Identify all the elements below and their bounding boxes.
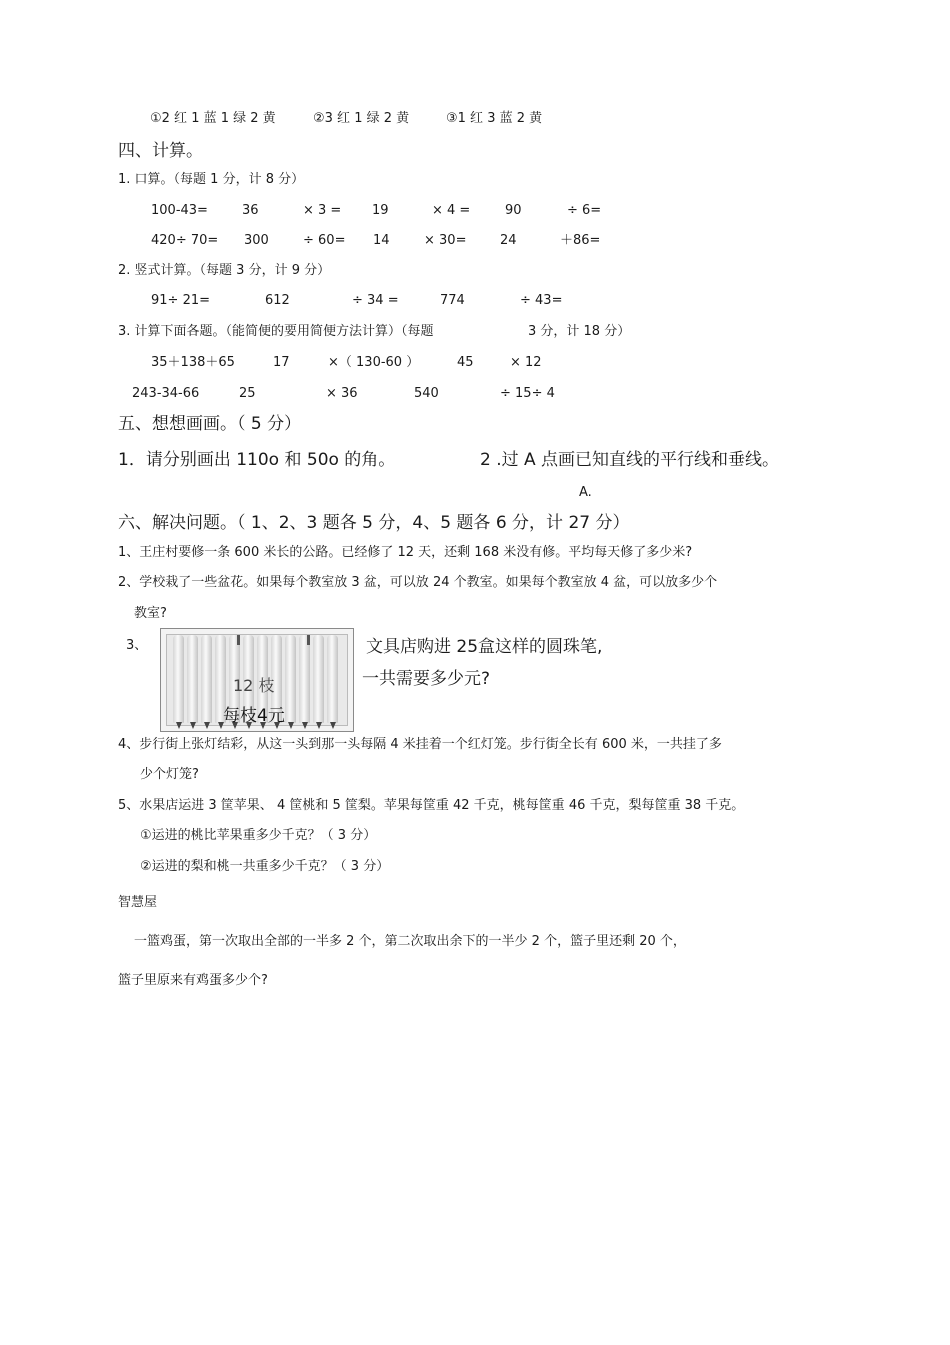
s4-question-1: 1. 口算。（每题 1 分，计 8 分） bbox=[118, 172, 305, 187]
pen-clip-icon bbox=[307, 635, 310, 645]
option-3: ③1 红 3 蓝 2 黄 bbox=[446, 111, 543, 126]
pen-price-label: 每枝4元 bbox=[223, 706, 285, 726]
s4-question-3: 3. 计算下面各题。（能简便的要用简便方法计算）（每题 bbox=[118, 324, 434, 339]
s4-question-3-points: 3 分，计 18 分） bbox=[528, 324, 631, 339]
expr-9: 540 bbox=[414, 386, 439, 401]
s5-question-2: 2 .过 A 点画已知直线的平行线和垂线。 bbox=[480, 450, 780, 470]
expr-8: × 36 bbox=[326, 386, 358, 401]
calc-2-1: 420÷ 70= bbox=[151, 233, 219, 248]
calc-1-7: ÷ 6= bbox=[567, 203, 602, 218]
calc-2-7: ＋86= bbox=[560, 233, 601, 248]
problem-5-part-a: ①运进的桃比苹果重多少千克？（ 3 分） bbox=[140, 828, 377, 843]
expr-4: 45 bbox=[457, 355, 474, 370]
pen-icon bbox=[285, 635, 296, 723]
expr-5: × 12 bbox=[510, 355, 542, 370]
expr-7: 25 bbox=[239, 386, 256, 401]
calc-1-6: 90 bbox=[505, 203, 522, 218]
section-5-title: 五、想想画画。（ 5 分） bbox=[118, 414, 302, 434]
expr-1: 35＋138＋65 bbox=[151, 355, 235, 370]
problem-4-cont: 少个灯笼? bbox=[140, 767, 199, 782]
vertical-2: 612 bbox=[265, 293, 290, 308]
problem-5: 5、水果店运进 3 筐苹果、 4 筐桃和 5 筐梨。苹果每筐重 42 千克，桃每筐重 46 千克，梨每筐重 38 千克。 bbox=[118, 798, 745, 813]
problem-3-number: 3、 bbox=[126, 638, 148, 653]
problem-5-part-b: ②运进的梨和桃一共重多少千克？（ 3 分） bbox=[140, 859, 390, 874]
pen-clip-icon bbox=[237, 635, 240, 645]
vertical-5: ÷ 43= bbox=[520, 293, 563, 308]
bonus-line-1: 一篮鸡蛋，第一次取出全部的一半多 2 个，第二次取出余下的一半少 2 个，篮子里还剩 20 个， bbox=[134, 934, 686, 949]
expr-2: 17 bbox=[273, 355, 290, 370]
calc-2-3: ÷ 60= bbox=[303, 233, 346, 248]
bonus-title: 智慧屋 bbox=[118, 895, 158, 910]
section-6-title: 六、解决问题。（ 1、2、3 题各 5 分，4、5 题各 6 分，计 27 分） bbox=[118, 513, 630, 533]
vertical-1: 91÷ 21= bbox=[151, 293, 211, 308]
calc-1-4: 19 bbox=[372, 203, 389, 218]
expr-6: 243-34-66 bbox=[132, 386, 200, 401]
problem-1: 1、王庄村要修一条 600 米长的公路。已经修了 12 天，还剩 168 米没有修。平均每天修了多少米? bbox=[118, 545, 693, 560]
pen-count-label: 12 枝 bbox=[233, 676, 275, 695]
vertical-4: 774 bbox=[440, 293, 465, 308]
calc-2-5: × 30= bbox=[424, 233, 467, 248]
calc-2-4: 14 bbox=[373, 233, 390, 248]
pen-icon bbox=[327, 635, 338, 723]
bonus-line-2: 篮子里原来有鸡蛋多少个? bbox=[118, 973, 268, 988]
calc-2-2: 300 bbox=[244, 233, 269, 248]
point-a-label: A. bbox=[579, 485, 592, 500]
s5-question-1: 1．请分别画出 110o 和 50o 的角。 bbox=[118, 450, 396, 470]
pen-icon bbox=[173, 635, 184, 723]
expr-3: ×（ 130-60 ） bbox=[328, 355, 420, 370]
pen-icon bbox=[201, 635, 212, 723]
option-2: ②3 红 1 绿 2 黄 bbox=[313, 111, 410, 126]
calc-1-3: × 3 = bbox=[303, 203, 342, 218]
problem-4: 4、步行街上张灯结彩，从这一头到那一头每隔 4 米挂着一个红灯笼。步行街全长有 600 米，一共挂了多 bbox=[118, 737, 722, 752]
problem-3-line-1: 文具店购进 25盒这样的圆珠笔, bbox=[366, 637, 603, 657]
calc-1-5: × 4 = bbox=[432, 203, 471, 218]
s4-question-2: 2. 竖式计算。（每题 3 分，计 9 分） bbox=[118, 263, 331, 278]
calc-1-1: 100-43= bbox=[151, 203, 208, 218]
problem-3-line-2: 一共需要多少元? bbox=[362, 669, 491, 689]
pen-icon bbox=[187, 635, 198, 723]
pen-icon bbox=[313, 635, 324, 723]
problem-2-cont: 教室? bbox=[134, 606, 167, 621]
calc-2-6: 24 bbox=[500, 233, 517, 248]
expr-10: ÷ 15÷ 4 bbox=[500, 386, 555, 401]
pen-icon bbox=[299, 635, 310, 723]
pen-box-illustration bbox=[160, 628, 354, 732]
calc-1-2: 36 bbox=[242, 203, 259, 218]
section-4-title: 四、计算。 bbox=[118, 141, 203, 161]
vertical-3: ÷ 34 = bbox=[352, 293, 399, 308]
problem-2: 2、学校栽了一些盆花。如果每个教室放 3 盆，可以放 24 个教室。如果每个教室放 4 盆，可以放多少个 bbox=[118, 575, 718, 590]
option-1: ①2 红 1 蓝 1 绿 2 黄 bbox=[150, 111, 276, 126]
